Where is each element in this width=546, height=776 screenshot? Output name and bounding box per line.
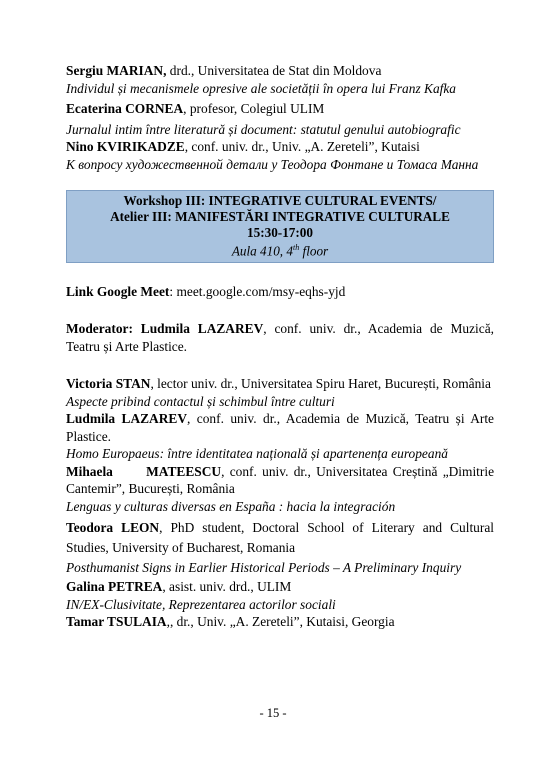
speaker-entry [66,613,494,631]
talk-title: Individul și mecanismele opresive ale societății în opera lui Franz Kafka [66,80,456,96]
workshop-title-ro: Atelier III: MANIFESTĂRI INTEGRATIVE CULTURALE [110,208,450,224]
document-page [66,62,494,631]
meet-link-label: Link Google Meet [66,283,170,299]
speaker-name: Tamar TSULAIA [66,614,167,630]
workshop-room: Aula 410, 4th floor [231,243,329,259]
speaker-name: Victoria STAN [66,376,151,392]
moderator-affiliation: , conf. univ. dr., Academia de Muzică, Teatru și Arte Plastice. [66,321,494,354]
speaker-name: Ecaterina CORNEA [66,101,184,116]
workshop-title-en: Workshop III: INTEGRATIVE CULTURAL EVENTS/ [123,193,437,208]
speaker-entry [66,410,494,445]
speaker-affiliation: , conf. univ. dr., Univ. „A. Zereteli”, Kutaisi [184,139,420,154]
speaker-name: Teodora LEON [66,520,160,536]
speaker-entry [66,518,494,558]
speaker-name: Mihaela MATEESCU [66,463,222,479]
workshop-time: 15:30-17:00 [247,224,313,240]
speaker-name: Ludmila LAZAREV [66,411,188,427]
speaker-affiliation: , PhD student, Doctoral School of Literary and Cultural Studies, University of Bucharest, Romania [66,520,494,556]
speaker-entry [66,138,494,156]
speaker-affiliation: ,, dr., Univ. „A. Zereteli”, Kutaisi, Georgia [166,614,395,630]
speaker-affiliation: , lector univ. dr., Universitatea Spiru Haret, București, România [150,376,491,392]
talk-title: Homo Europaeus: între identitatea națională și apartenența europeană [66,446,448,462]
speaker-affiliation: , profesor, Colegiul ULIM [183,101,325,116]
speaker-affiliation: , conf. univ. dr., Academia de Muzică, Teatru și Arte Plastice. [66,411,494,444]
talk-title: Posthumanist Signs in Earlier Historical Periods – A Preliminary Inquiry [66,560,462,576]
speaker-entry [66,463,494,498]
speaker-name: Galina PETREA [66,579,163,595]
talk-title: К вопросу художественной детали у Теодора Фонтане и Томаса Манна [66,156,479,172]
speaker-entry [66,375,494,393]
speaker-affiliation: , conf. univ. dr., Universitatea Creștină „Dimitrie Cantemir”, București, România [66,463,495,497]
talk-title: Aspecte pribind contactul și schimbul între culturi [66,393,335,409]
moderator-name: Moderator: Ludmila LAZAREV [66,321,264,337]
workshop-header [66,190,494,263]
meet-link-line: Link Google Meet: meet.google.com/msy-eqhs-yjd [66,283,346,299]
speaker-affiliation: drd., Universitatea de Stat din Moldova [166,63,382,78]
speaker-name: Sergiu MARIAN, [66,63,167,78]
talk-title: Jurnalul intim între literatură și document: statutul genului autobiografic [66,121,461,137]
speaker-affiliation: , asist. univ. drd., ULIM [162,579,292,595]
meet-link-url[interactable]: meet.google.com/msy-eqhs-yjd [176,283,346,299]
speaker-entry [66,62,494,80]
talk-title: IN/EX-Clusivitate, Reprezentarea actorilor sociali [66,596,336,612]
speaker-entry [66,100,494,118]
speaker-name: Nino KVIRIKADZE [66,139,185,154]
speaker-entry [66,578,494,596]
talk-title: Lenguas y culturas diversas en España : hacia la integración [66,498,396,514]
moderator-entry [66,320,494,355]
page-number: - 15 - [259,706,287,720]
